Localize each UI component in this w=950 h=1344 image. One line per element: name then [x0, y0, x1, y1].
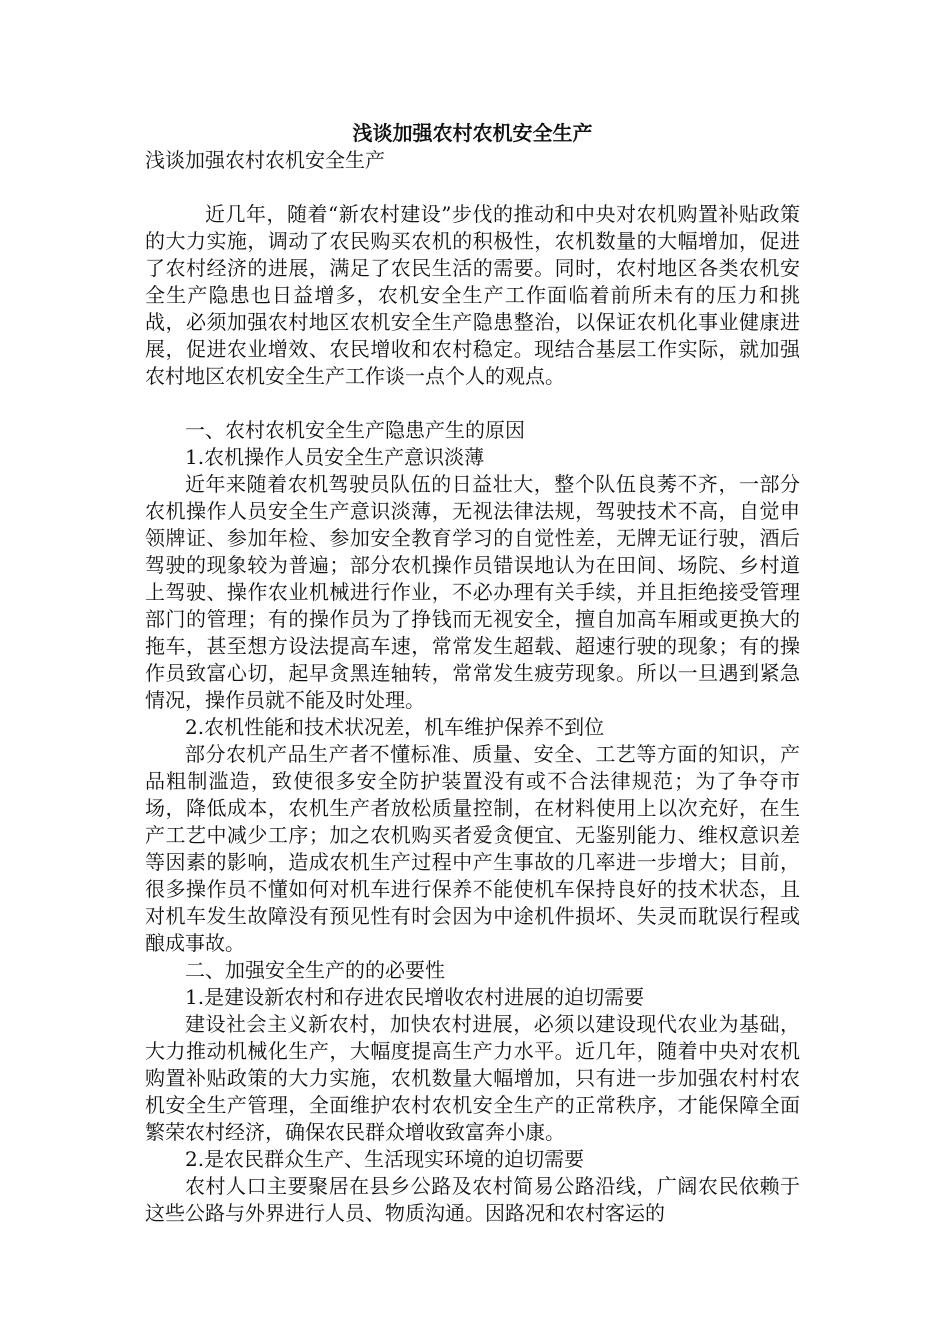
section-2-item-2-heading: 2.是农民群众生产、生活现实环境的迫切需要	[185, 1147, 585, 1171]
section-2-item-2-body: 农村人口主要聚居在县乡公路及农村简易公路沿线，广阔农民依赖于这些公路与外界进行人员、物质沟通。因路况和农村客运的	[145, 1174, 800, 1225]
section-1-item-1-body: 近年来随着农机驾驶员队伍的日益壮大，整个队伍良莠不齐，一部分农机操作人员安全生产意识淡薄，无视法律法规，驾驶技术不高，自觉申领牌证、参加年检、参加安全教育学习的自觉性差，无牌无证行驶，酒后驾驶的现象较为普遍；部分农机操作员错误地认为在田间、场院、乡村道上驾驶、操作农业机械进行作业，不必办理有关手续，并且拒绝接受管理部门的管理；有的操作员为了挣钱而无视安全，擅自加高车厢或更换大的拖车，甚至想方设法提高车速，常常发生超载、超速行驶的现象；有的操作员致富心切，起早贪黑连轴转，常常发生疲劳现象。所以一旦遇到紧急情况，操作员就不能及时处理。	[145, 472, 800, 712]
blank-line	[145, 174, 800, 201]
document-subtitle: 浅谈加强农村农机安全生产	[145, 148, 385, 172]
document-title: 浅谈加强农村农机安全生产	[352, 121, 593, 145]
blank-line	[145, 390, 800, 417]
section-1-item-2-heading: 2.农机性能和技术状况差，机车维护保养不到位	[185, 715, 605, 739]
section-1-item-1-heading: 1.农机操作人员安全生产意识淡薄	[185, 445, 485, 469]
section-1-heading: 一、农村农机安全生产隐患产生的原因	[185, 418, 525, 442]
intro-paragraph: 近几年，随着“新农村建设”步伐的推动和中央对农机购置补贴政策的大力实施，调动了农民购买农机的积极性，农机数量的大幅增加，促进了农村经济的进展，满足了农民生活的需要。同时，农村地区各类农机安全生产隐患也日益增多，农机安全生产工作面临着前所未有的压力和挑战，必须加强农村地区农机安全生产隐患整治，以保证农机化事业健康进展，促进农业增效、农民增收和农村稳定。现结合基层工作实际，就加强农村地区农机安全生产工作谈一点个人的观点。	[145, 202, 800, 388]
section-2-heading: 二、加强安全生产的的必要性	[185, 958, 445, 982]
section-2-item-1-heading: 1.是建设新农村和存进农民增收农村进展的迫切需要	[185, 985, 645, 1009]
document-page	[145, 120, 800, 1227]
section-2-item-1-body: 建设社会主义新农村，加快农村进展，必须以建设现代农业为基础，大力推动机械化生产，大幅度提高生产力水平。近几年，随着中央对农机购置补贴政策的大力实施，农机数量大幅增加，只有进一步加强农村村农机安全生产管理，全面维护农村农机安全生产的正常秩序，才能保障全面繁荣农村经济，确保农民群众增收致富奔小康。	[145, 1012, 800, 1144]
section-1-item-2-body: 部分农机产品生产者不懂标准、质量、安全、工艺等方面的知识，产品粗制滥造，致使很多安全防护装置没有或不合法律规范；为了争夺市场，降低成本，农机生产者放松质量控制，在材料使用上以次充好，在生产工艺中减少工序；加之农机购买者爱贪便宜、无鉴别能力、维权意识差等因素的影响，造成农机生产过程中产生事故的几率进一步增大；目前，很多操作员不懂如何对机车进行保养不能使机车保持良好的技术状态，且对机车发生故障没有预见性有时会因为中途机件损坏、失灵而耽误行程或酿成事故。	[145, 742, 800, 955]
